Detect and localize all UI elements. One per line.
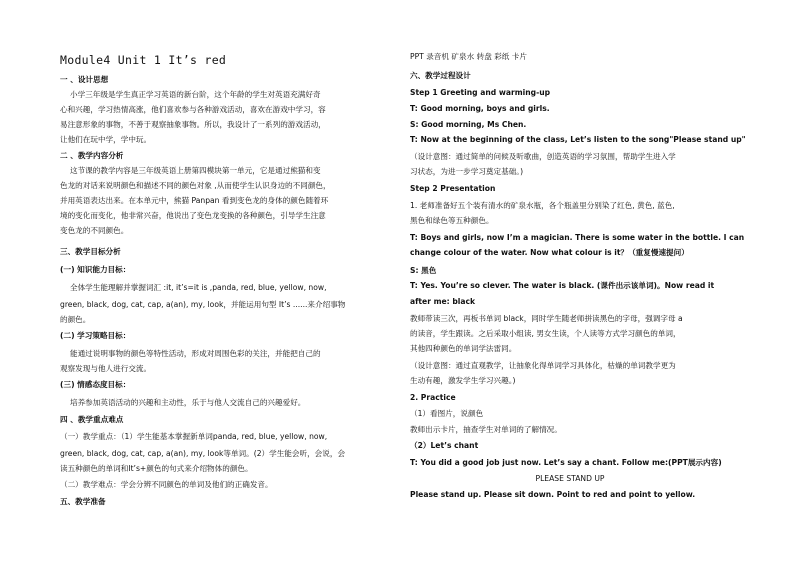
section-heading: 五、教学准备 [60,497,106,506]
paragraph-line: 让他们在玩中学，学中玩。 [60,135,152,144]
subsection-heading: (二) 学习策略目标： [60,331,131,340]
subsection-heading: (一) 知识能力目标： [60,265,131,274]
paragraph-line: T: You did a good job just now. Let’s say a chant. Follow me:(PPT展示内容) [410,458,722,467]
paragraph-line: 培养参加英语活动的兴趣和主动性，乐于与他人交流自己的兴趣爱好。 [70,398,306,407]
paragraph-line: 其他四种颜色的单词学法雷同。 [410,344,517,353]
paragraph-line: 色龙的对话来说明颜色和描述不同的颜色对象 ,从而使学生认识身边的不同颜色， [60,181,331,190]
paragraph-line: （1）看图片，说颜色 [410,409,484,418]
paragraph-line: 观察发现与他人进行交流。 [60,364,152,373]
paragraph-line: 的颜色。 [60,315,91,324]
paragraph-line: （2）Let’s chant [410,441,479,450]
paragraph-line: 生动有趣，激发学生学习兴趣。) [410,376,516,385]
subsection-heading: (三) 情感态度目标： [60,380,131,389]
paragraph-line: 六、教学过程设计 [410,71,471,80]
paragraph-line: 境的变化而变化，他非常兴奋，他说出了变色龙变换的各种颜色，引导学生注意 [60,211,326,220]
paragraph-line: 这节课的教学内容是三年级英语上册第四模块第一单元，它是通过熊猫和变 [70,166,321,175]
paragraph-line: S: 黑色 [410,266,437,275]
paragraph-line: 心和兴趣，学习热情高涨，他们喜欢参与各种游戏活动，喜欢在游戏中学习，容 [60,105,326,114]
paragraph-line: Step 2 Presentation [410,184,496,193]
paragraph-line: green, black, dog, cat, cap, a(an), my, look，并能运用句型 It’s ......来介绍事物 [60,300,346,309]
section-heading: 四 、教学重点难点 [60,415,124,424]
paragraph-line: T: Good morning, boys and girls. [410,104,550,113]
paragraph-line: 1. 老师准备好五个装有清水的矿泉水瓶，各个瓶盖里分别染了红色, 黄色, 蓝色, [410,201,675,210]
paragraph-line: 2. Practice [410,393,456,402]
paragraph-line: PPT 录音机 矿泉水 转盘 彩纸 卡片 [410,52,527,61]
paragraph-line: change colour of the water. Now what colour is it？（重复慢速提问） [410,248,689,257]
paragraph-line: Please stand up. Please sit down. Point to red and point to yellow. [410,490,696,499]
paragraph-line: 的读音，学生跟读。之后采取小组读, 男女生读，个人读等方式学习颜色的单词， [410,329,681,338]
paragraph-line: （设计意图：通过简单的问候及听歌曲，创造英语的学习氛围，帮助学生进入学 [410,152,676,161]
paragraph-line: Step 1 Greeting and warming-up [410,88,551,97]
paragraph-line: 并用英语表达出来。在本单元中，熊猫 Panpan 看到变色龙的身体的颜色随着环 [60,196,329,205]
paragraph-line: 习状态，为进一步学习奠定基础。) [410,167,524,176]
paragraph-line: 全体学生能理解并掌握词汇 :it, it’s=it is ,panda, red, blue, yellow, now, [70,283,327,292]
section-heading: 二 、教学内容分析 [60,151,124,160]
document-title: Module4 Unit 1 It’s red [60,53,227,67]
section-heading: 三、教学目标分析 [60,247,121,256]
paragraph-line: T: Yes. You’re so clever. The water is black. (课件出示该单词)。Now read it [410,281,715,290]
paragraph-line: 读五种颜色的单词和It’s+颜色的句式来介绍物体的颜色。 [60,464,253,473]
paragraph-line: S: Good morning, Ms Chen. [410,120,527,129]
paragraph-line: after me: black [410,297,476,306]
paragraph-line: 黑色和绿色等五种颜色。 [410,216,494,225]
paragraph-line: 小学三年级是学生真正学习英语的新台阶，这个年龄的学生对英语充满好奇 [70,90,321,99]
paragraph-line: 能通过说明事物的颜色等特性活动，形成对周围色彩的关注，并能把自己的 [70,349,321,358]
paragraph-line: 教师出示卡片，抽查学生对单词的了解情况。 [410,425,562,434]
paragraph-line: 教师带读三次，再板书单词 black，同时学生随老师拼读黑色的字母，强调字母 a [410,314,683,323]
paragraph-line: 变色龙的不同颜色。 [60,226,129,235]
paragraph-line: （二）教学难点：学会分辨不同颜色的单词及他们的正确发音。 [60,480,273,489]
paragraph-line: （一）教学重点：（1）学生能基本掌握新单词panda, red, blue, yellow, now, [60,432,328,441]
paragraph-line: 易注意形象的事物，不善于观察抽象事物。所以，我设计了一系列的游戏活动， [60,120,326,129]
paragraph-line: green, black, dog, cat, cap, a(an), my, look等单词。(2）学生能会听，会说，会 [60,449,346,458]
paragraph-line: T: Boys and girls, now I’m a magician. There is some water in the bottle. I can [410,233,745,242]
paragraph-line: T: Now at the beginning of the class, Let’s listen to the song"Please stand up" [410,135,746,144]
paragraph-line: PLEASE STAND UP [535,474,605,483]
section-heading: 一 、设计思想 [60,75,109,84]
paragraph-line: （设计意图：通过直观教学，让抽象化得单词学习具体化，枯燥的单词教学更为 [410,361,676,370]
